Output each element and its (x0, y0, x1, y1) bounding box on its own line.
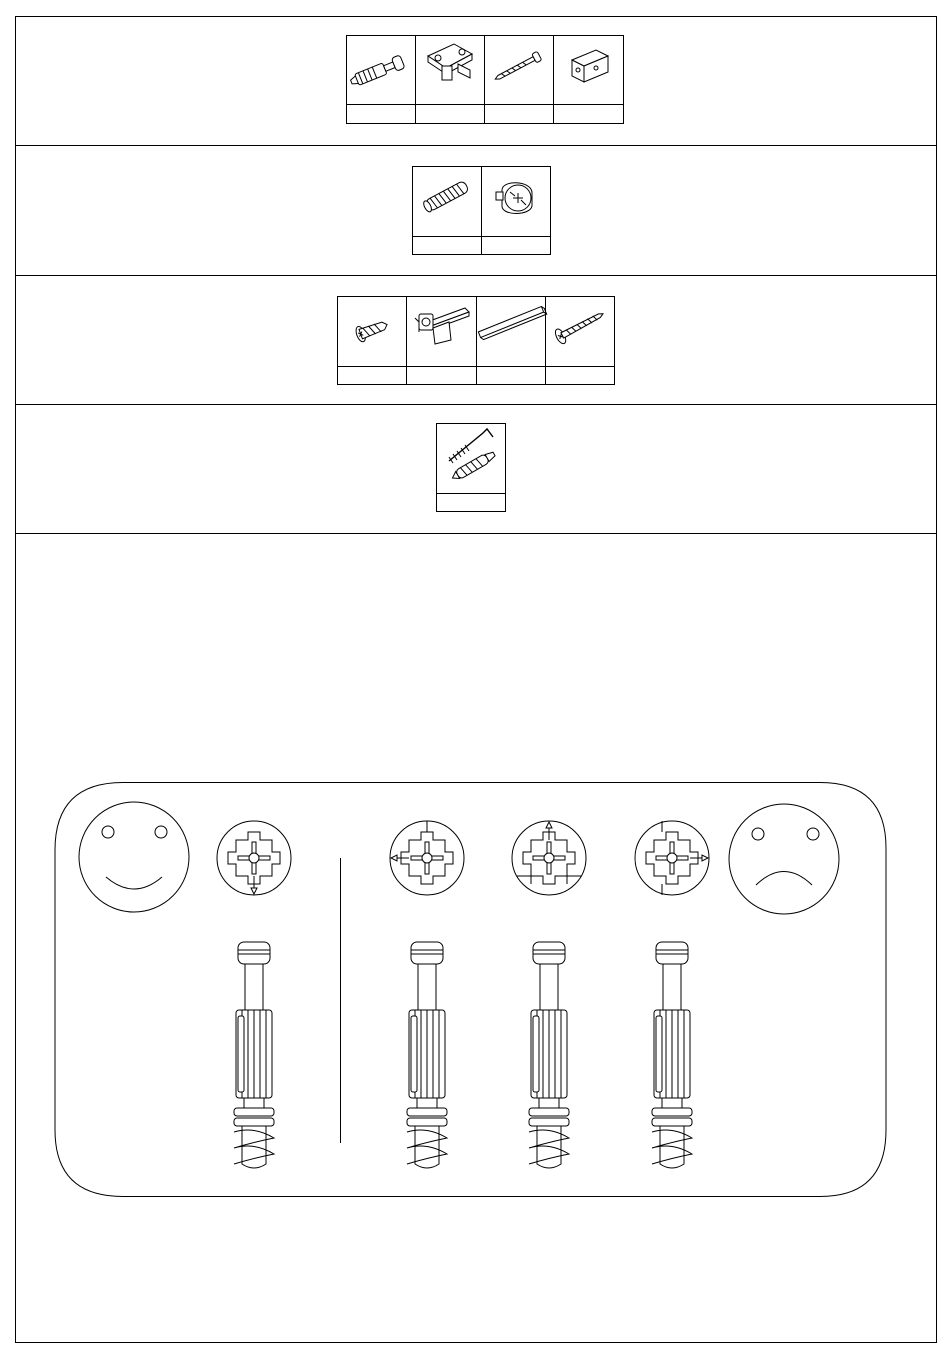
wood-screw-icon (493, 51, 542, 83)
block-connector-icon (572, 50, 608, 82)
smiley-face-icon (79, 802, 189, 912)
cam-head-incorrect-left (390, 821, 464, 895)
parts-table-row-1 (347, 36, 624, 124)
hinge-icon (428, 44, 472, 80)
cam-bolt-incorrect-2 (529, 942, 569, 1168)
allen-key-and-anchor-icon (449, 429, 497, 482)
page-frame (16, 17, 937, 1343)
cam-bolt-correct (234, 942, 274, 1168)
cam-bolt-incorrect-1 (407, 942, 447, 1168)
long-screw-icon (553, 307, 606, 346)
parts-table-row-3 (338, 297, 615, 385)
cam-head-incorrect-up (512, 821, 586, 895)
euro-screw-icon (354, 317, 390, 343)
parts-table-row-2 (413, 167, 551, 255)
cam-head-incorrect-right (635, 821, 709, 895)
parts-table-row-4 (437, 424, 506, 512)
wooden-dowel-icon (422, 180, 469, 213)
cam-bolt-icon (349, 55, 405, 89)
cam-head-correct (217, 821, 291, 895)
cam-lock-icon (496, 183, 532, 214)
drawer-slide-clip-icon (415, 308, 469, 344)
cam-bolt-incorrect-3 (652, 942, 692, 1168)
cam-orientation-panel (55, 783, 886, 1197)
sad-face-icon (729, 804, 839, 914)
flat-bar-icon (478, 306, 546, 341)
